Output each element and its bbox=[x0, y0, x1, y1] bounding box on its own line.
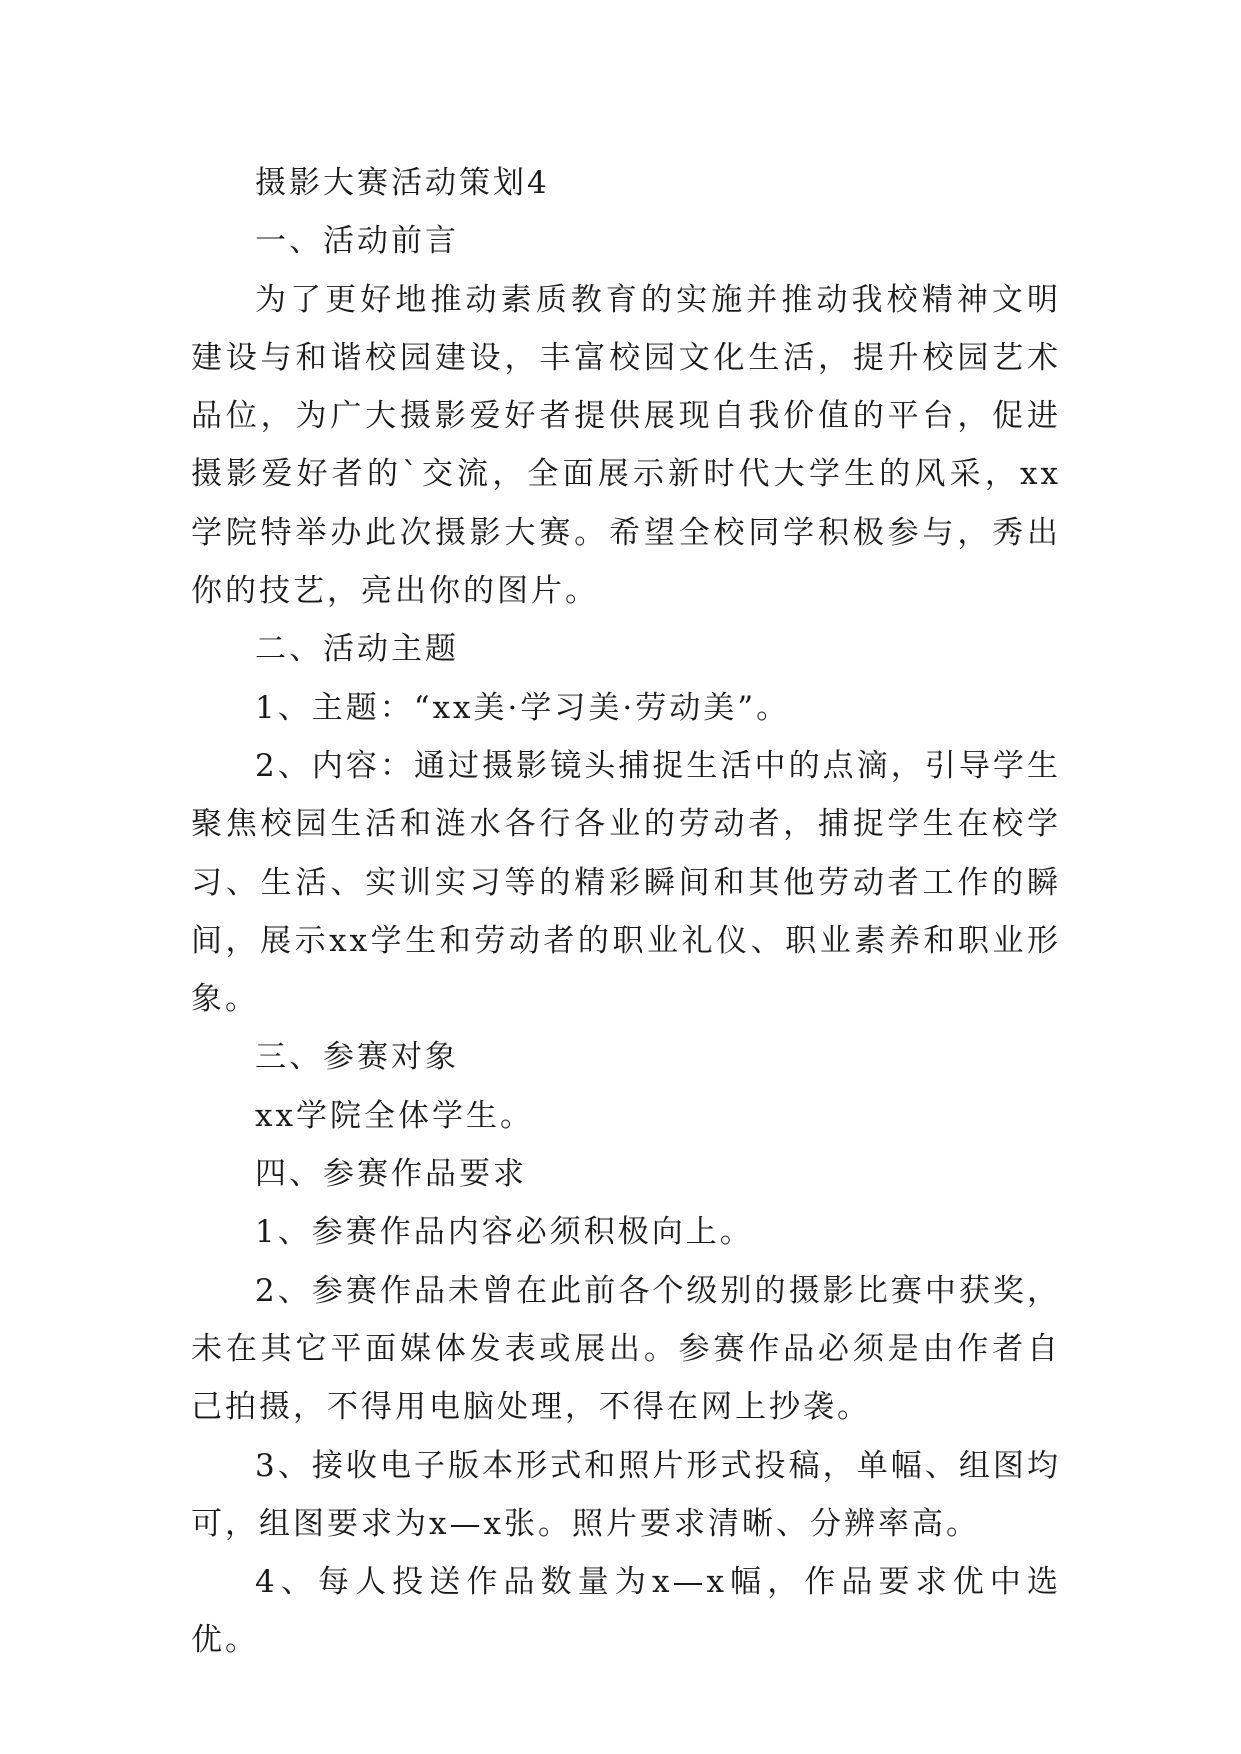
section4-item2: 2、参赛作品未曾在此前各个级别的摄影比赛中获奖，未在其它平面媒体发表或展出。参赛作品必须是由作者自己拍摄，不得用电脑处理，不得在网上抄袭。 bbox=[191, 1272, 1061, 1426]
section2-item1: 1、主题：“xx美·学习美·劳动美”。 bbox=[255, 689, 791, 726]
section1-paragraph: 为了更好地推动素质教育的实施并推动我校精神文明建设与和谐校园建设，丰富校园文化生活，提升校园艺术品位，为广大摄影爱好者提供展现自我价值的平台，促进摄影爱好者的`交流，全面展示新时代大学生的风采，xx学院特举办此次摄影大赛。希望全校同学积极参与，秀出你的技艺，亮出你的图片。 bbox=[191, 281, 1061, 610]
section3-heading: 三、参赛对象 bbox=[255, 1039, 459, 1076]
section4-item4: 4、每人投送作品数量为x—x幅，作品要求优中选优。 bbox=[191, 1564, 1061, 1659]
section2-item2: 2、内容：通过摄影镜头捕捉生活中的点滴，引导学生聚焦校园生活和涟水各行各业的劳动者，捕捉学生在校学习、生活、实训实习等的精彩瞬间和其他劳动者工作的瞬间，展示xx学生和劳动者的职业礼仪、职业素养和职业形象。 bbox=[191, 747, 1061, 1018]
section2-heading: 二、活动主题 bbox=[255, 631, 459, 668]
section4-item3: 3、接收电子版本形式和照片形式投稿，单幅、组图均可，组图要求为x—x张。照片要求清晰、分辨率高。 bbox=[191, 1447, 1061, 1542]
section4-heading: 四、参赛作品要求 bbox=[255, 1156, 527, 1193]
document-title: 摄影大赛活动策划4 bbox=[255, 165, 550, 201]
section1-heading: 一、活动前言 bbox=[255, 223, 459, 260]
section4-item1: 1、参赛作品内容必须积极向上。 bbox=[255, 1214, 754, 1251]
section3-text: xx学院全体学生。 bbox=[255, 1097, 534, 1134]
document-body bbox=[191, 154, 1061, 1670]
